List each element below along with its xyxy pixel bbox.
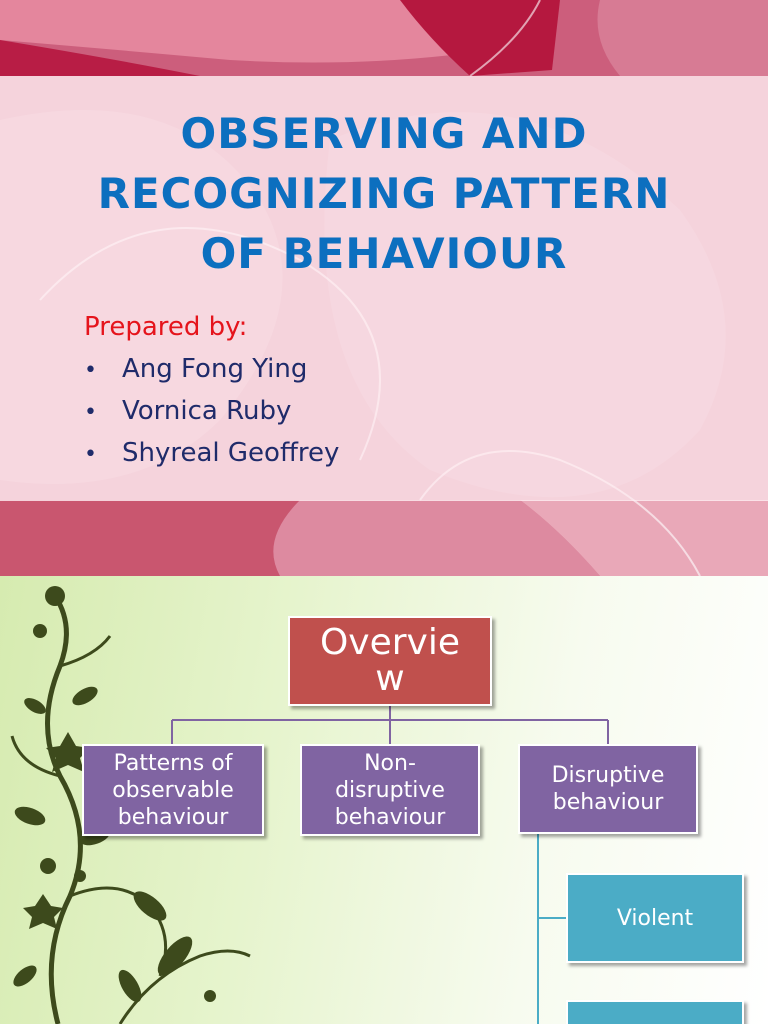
violent-label: Violent [616, 905, 694, 931]
title-line: OF BEHAVIOUR [200, 229, 568, 278]
title-line: OBSERVING AND [180, 109, 588, 158]
author-name: Ang Fong Ying [122, 354, 308, 384]
violent-box [566, 873, 744, 963]
overview-slide [0, 576, 768, 1024]
author-name: Shyreal Geoffrey [122, 438, 340, 468]
bullet: • [84, 442, 97, 467]
bullet: • [84, 358, 97, 383]
non-disruptive-label: Non- disruptive behaviour [334, 750, 446, 830]
disruptive-box [518, 744, 698, 834]
disruptive-label: Disruptive behaviour [551, 763, 665, 815]
patterns-label: Patterns of observable behaviour [112, 750, 234, 830]
author-item [84, 438, 339, 468]
slide-title [40, 104, 728, 284]
author-name: Vornica Ruby [122, 396, 292, 426]
overview-label: Overvie w [319, 622, 461, 699]
non-disruptive-box [300, 744, 480, 836]
overview-box [288, 616, 492, 706]
prepared-by-label: Prepared by: [84, 312, 248, 342]
bullet: • [84, 400, 97, 425]
author-item [84, 396, 291, 426]
author-item [84, 354, 307, 384]
title-line: RECOGNIZING PATTERN [97, 169, 671, 218]
sub-category-box [566, 1000, 744, 1024]
patterns-box [82, 744, 264, 836]
